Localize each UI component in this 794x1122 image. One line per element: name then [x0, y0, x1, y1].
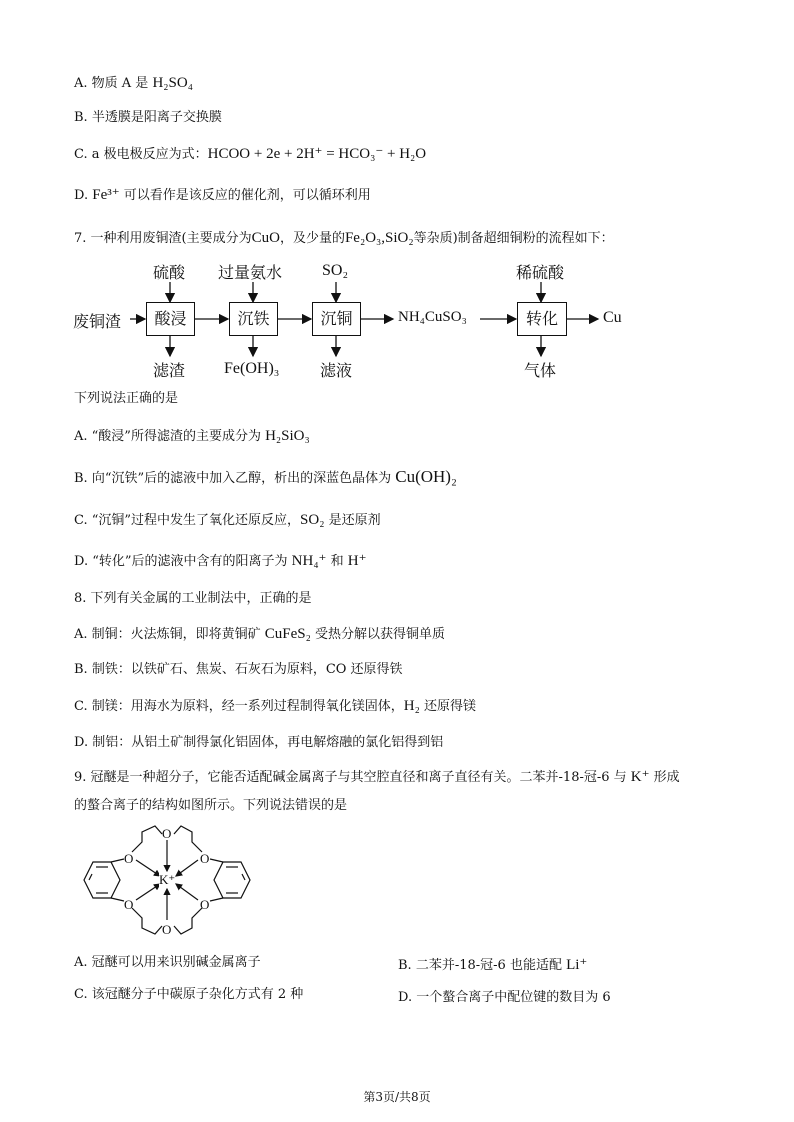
q7-option-d-formula-2: H⁺: [347, 553, 367, 569]
flow-step-precipitate-copper: 沉铜: [312, 302, 361, 336]
q8-option-c-text: C. 制镁：用海水为原料，经一系列过程制得氧化镁固体，: [74, 699, 404, 714]
q7-option-b: [74, 468, 457, 488]
q9-stem-formula: K⁺: [630, 769, 650, 785]
q8-option-a-text: A. 制铜：火法炼铜，即将黄铜矿: [74, 627, 265, 642]
oxygen-atom: O: [124, 897, 134, 912]
q7-stem-part1: 7. 一种利用废铜渣(主要成分为: [74, 231, 252, 246]
q7-stem-formula: Fe₂O₃,SiO₂: [344, 230, 414, 246]
q7-option-a: [74, 427, 310, 446]
oxygen-atom: O: [124, 851, 134, 866]
q7-option-d-text: D. “转化”后的滤液中含有的阳离子为: [74, 554, 292, 569]
q9-stem-part1: 9. 冠醚是一种超分子，它能否适配碱金属离子与其空腔直径和离子直径有关。二苯并-18-冠-6 与: [74, 770, 631, 785]
q8-stem: 8. 下列有关金属的工业制法中，正确的是: [74, 591, 312, 606]
q7-option-c-text: C. “沉铜”过程中发生了氧化还原反应，: [74, 513, 301, 528]
q9-option-b-text: B. 二苯并-18-冠-6 也能适配: [398, 958, 567, 973]
flow-intermediate: NH₄CuSO₃: [398, 309, 467, 325]
q6-option-d-formula: Fe³⁺: [92, 187, 120, 203]
q7-option-b-formula: Cu(OH)₂: [395, 467, 457, 486]
q8-option-b: B. 制铁：以铁矿石、焦炭、石灰石为原料，CO 还原得铁: [74, 662, 403, 677]
q7-option-c-formula: SO₂: [300, 512, 325, 528]
q7-option-b-text: B. 向“沉铁”后的滤液中加入乙醇，析出的深蓝色晶体为: [74, 471, 396, 486]
q6-option-a-formula: H₂SO₄: [152, 75, 193, 91]
flow-output-4: 气体: [524, 361, 557, 380]
flow-output-3: 滤液: [320, 361, 353, 380]
q6-option-a-text: A. 物质 A 是: [74, 76, 153, 91]
q8-option-d: D. 制铝：从铝土矿制得氯化铝固体，再电解熔融的氯化铝得到铝: [74, 735, 444, 750]
flow-input-2: 过量氨水: [218, 263, 283, 282]
flow-input-4: 稀硫酸: [516, 263, 565, 282]
q9-option-d: D. 一个螯合离子中配位键的数目为 6: [398, 990, 611, 1005]
flow-step-acid-leach: 酸浸: [146, 302, 195, 336]
q8-option-c: [74, 697, 476, 716]
q7-option-c-suffix: 是还原剂: [324, 513, 381, 528]
q9-option-b-formula: Li⁺: [566, 957, 588, 973]
q8-option-c-suffix: 还原得镁: [419, 699, 476, 714]
flow-product: Cu: [603, 309, 622, 326]
q6-option-c-equation: HCOO + 2e + 2H⁺ = HCO₃⁻ + H₂O: [207, 146, 427, 162]
oxygen-atom: O: [200, 897, 210, 912]
q9-stem-part2: 形成: [649, 770, 680, 785]
oxygen-atom: O: [162, 922, 172, 937]
flow-output-1: 滤渣: [153, 361, 186, 380]
q7-question: 下列说法正确的是: [74, 391, 179, 406]
q7-option-a-formula: H₂SiO₃: [265, 428, 310, 444]
q6-option-d-text: 可以看作是该反应的催化剂，可以循环利用: [119, 188, 371, 203]
flow-output-2: Fe(OH)₃: [224, 360, 280, 377]
flow-input-1: 硫酸: [153, 263, 186, 282]
q6-option-c-text: C. a 极电极反应为式：: [74, 147, 208, 162]
q8-option-a-formula: CuFeS₂: [264, 626, 311, 642]
q7-option-d-formula-1: NH₄⁺: [291, 553, 327, 569]
q7-option-d: [74, 552, 366, 571]
potassium-ion: K⁺: [159, 872, 176, 887]
q9-option-b: [398, 954, 587, 974]
flow-input-3: SO₂: [322, 262, 349, 279]
q7-stem-part3: 等杂质)制备超细铜粉的流程如下：: [413, 231, 614, 246]
q7-option-c: [74, 511, 381, 530]
oxygen-atom: O: [200, 851, 210, 866]
q6-option-d-label: D.: [74, 188, 93, 203]
oxygen-atom: O: [162, 826, 172, 841]
flow-step-precipitate-iron: 沉铁: [229, 302, 278, 336]
q7-stem-part2: ，及少量的: [279, 231, 345, 246]
q7-stem-cuo: CuO: [251, 230, 280, 246]
flow-start-material: 废铜渣: [73, 312, 122, 331]
q7-option-a-text: A. “酸浸”所得滤渣的主要成分为: [74, 429, 266, 444]
page-number: 第3页/共8页: [363, 1090, 431, 1104]
q8-option-c-formula: H₂: [403, 698, 420, 714]
q9-option-c: C. 该冠醚分子中碳原子杂化方式有 2 种: [74, 987, 304, 1002]
q9-option-a: A. 冠醚可以用来识别碱金属离子: [74, 955, 261, 970]
q9-stem-line2: 的螯合离子的结构如图所示。下列说法错误的是: [74, 798, 348, 813]
flow-step-conversion: 转化: [517, 302, 567, 336]
q8-option-a: [74, 625, 445, 644]
q8-option-a-suffix: 受热分解以获得铜单质: [310, 627, 446, 642]
q9-stem-line1: [74, 768, 680, 787]
q6-option-b: B. 半透膜是阳离子交换膜: [74, 110, 222, 125]
q7-option-d-mid: 和: [326, 554, 348, 569]
